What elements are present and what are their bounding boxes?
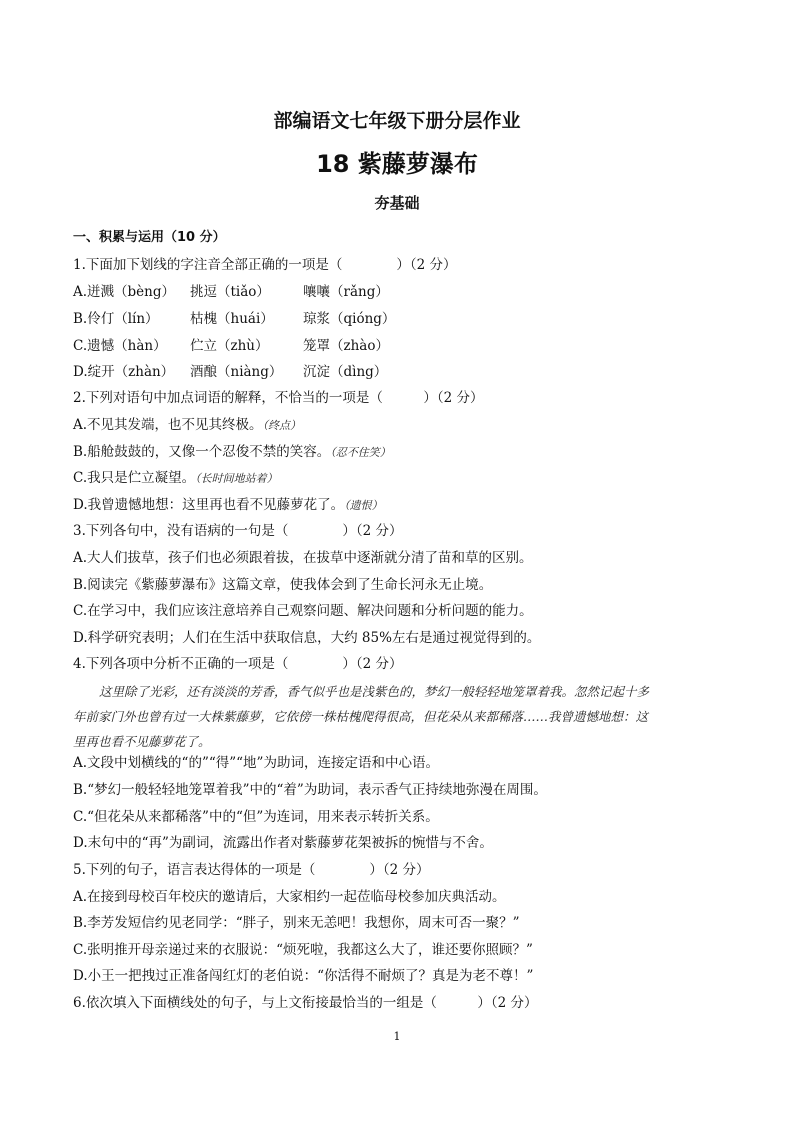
question-5-option-a: A.在接到母校百年校庆的邀请后，大家相约一起莅临母校参加庆典活动。	[73, 889, 506, 905]
option-note: （忍不住笑）	[330, 446, 391, 459]
passage-line: 里再也看不见藤萝花了。	[73, 734, 211, 749]
option-cell: 枯槐（huái）	[190, 311, 274, 327]
document-title: 部编语文七年级下册分层作业	[273, 110, 521, 132]
option-cell: C.遗憾（hàn）	[73, 338, 167, 354]
question-3-option-c: C.在学习中，我们应该注意培养自己观察问题、解决问题和分析问题的能力。	[73, 603, 533, 619]
question-2-option-c	[73, 469, 278, 488]
option-cell: B.伶仃（lín）	[73, 311, 159, 327]
option-cell: 琼浆（qióng）	[303, 311, 396, 327]
option-text: D.我曾遗憾地想：这里再也看不见藤萝花了。	[73, 497, 345, 513]
question-4-stem: 4.下列各项中分析不正确的一项是（ ）（2 分）	[73, 656, 403, 672]
question-1-stem: 1.下面加下划线的字注音全部正确的一项是（ ）（2 分）	[73, 257, 457, 273]
option-cell: 嚷嚷（rǎng）	[303, 284, 389, 300]
question-4-option-d: D.末句中的“再”为副词，流露出作者对紫藤萝花架被拆的惋惜与不舍。	[73, 835, 493, 851]
question-5-option-c: C.张明推开母亲递过来的衣服说：“烦死啦，我都这么大了，谁还要你照顾？”	[73, 942, 533, 958]
question-2-option-b	[73, 443, 391, 462]
option-cell: 酒酿（niàng）	[190, 364, 283, 380]
question-5-option-b: B.李芳发短信约见老同学：“胖子，别来无恙吧！我想你，周末可否一聚？”	[73, 915, 520, 931]
section-heading: 一、积累与运用（10 分）	[73, 230, 226, 245]
option-note: （长时间地站着）	[195, 472, 278, 485]
question-3-option-b: B.阅读完《紫藤萝瀑布》这篇文章，使我体会到了生命长河永无止境。	[73, 577, 493, 593]
question-4-option-c: C.“但花朵从来都稀落”中的“但”为连词，用来表示转折关系。	[73, 809, 439, 825]
question-2-option-d	[73, 496, 383, 515]
lesson-title: 18 紫藤萝瀑布	[316, 150, 478, 178]
option-cell: D.绽开（zhàn）	[73, 364, 175, 380]
option-text: C.我只是伫立凝望。	[73, 470, 196, 486]
level-title: 夯基础	[374, 194, 420, 212]
question-3-option-d: D.科学研究表明；人们在生活中获取信息，大约 85%左右是通过视觉得到的。	[73, 630, 541, 646]
question-4-option-b: B.“梦幻一般轻轻地笼罩着我”中的“着”为助词，表示香气正持续地弥漫在周围。	[73, 782, 547, 798]
option-cell: A.迸溅（bèng）	[73, 284, 176, 300]
option-text: A.不见其发端，也不见其终极。	[73, 417, 263, 433]
option-note: （遗恨）	[344, 499, 383, 512]
question-2-stem: 2.下列对语句中加点词语的解释，不恰当的一项是（ ）（2 分）	[73, 390, 484, 406]
question-2-option-a	[73, 416, 301, 435]
question-3-option-a: A.大人们拔草，孩子们也必须跟着拔，在拔草中逐渐就分清了苗和草的区别。	[73, 550, 533, 566]
question-4-option-a: A.文段中划横线的“的”“得”“地”为助词，连接定语和中心语。	[73, 755, 439, 771]
option-cell: 沉淀（dìng）	[303, 364, 388, 380]
option-cell: 伫立（zhù）	[190, 338, 269, 354]
question-5-stem: 5.下列的句子，语言表达得体的一项是（ ）（2 分）	[73, 862, 430, 878]
option-cell: 挑逗（tiǎo）	[190, 284, 270, 300]
question-3-stem: 3.下列各句中，没有语病的一句是（ ）（2 分）	[73, 523, 403, 539]
option-text: B.船舱鼓鼓的，又像一个忍俊不禁的笑容。	[73, 444, 331, 460]
question-6-stem: 6.依次填入下面横线处的句子，与上文衔接最恰当的一组是（ ）（2 分）	[73, 995, 538, 1011]
question-5-option-d: D.小王一把拽过正准备闯红灯的老伯说：“你活得不耐烦了？真是为老不尊！”	[73, 968, 534, 984]
passage-line: 这里除了光彩，还有淡淡的芳香，香气似乎也是浅紫色的，梦幻一般轻轻地笼罩着我。忽然记起十多	[99, 684, 650, 699]
page-number: 1	[393, 1030, 401, 1043]
option-cell: 笼罩（zhào）	[303, 338, 389, 354]
passage-line: 年前家门外也曾有过一大株紫藤萝，它依傍一株枯槐爬得很高，但花朵从来都稀落……我曾遗憾地想：这	[73, 709, 649, 724]
option-note: （终点）	[262, 419, 302, 432]
